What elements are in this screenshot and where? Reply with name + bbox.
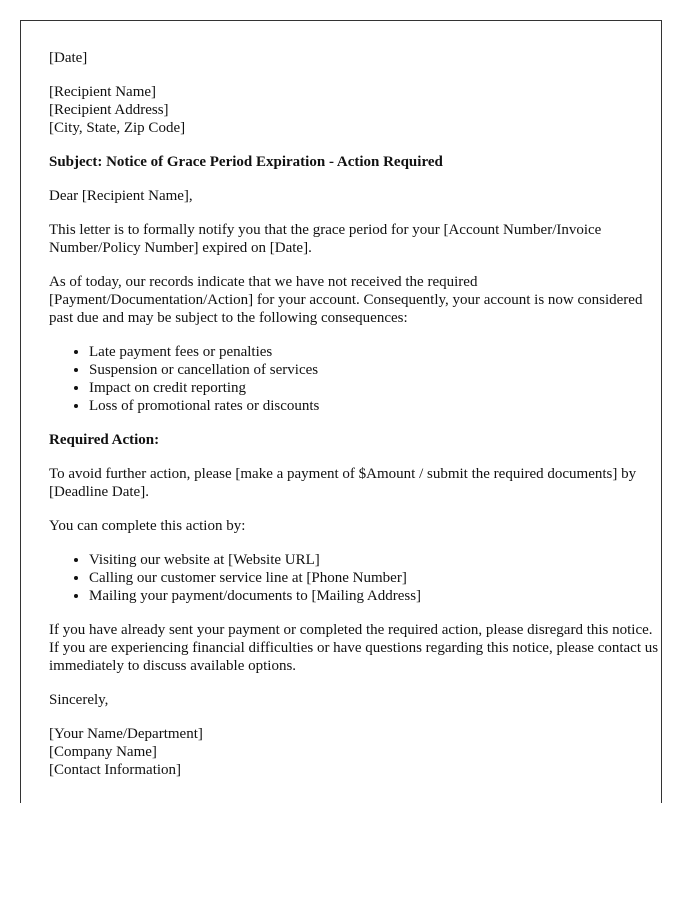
paragraph-disregard: If you have already sent your payment or completed the required action, please disregard this notice. If you are experiencing financial difficulties or have questions regarding this notice, please contact us immediately to discuss available options.: [49, 622, 659, 674]
subject-line: Subject: Notice of Grace Period Expiration - Action Required: [49, 154, 443, 170]
signature-name: [Your Name/Department]: [49, 726, 203, 742]
paragraph-status: As of today, our records indicate that we have not received the required [Payment/Documentation/Action] for your account. Consequently, your account is now considered past due and may be subject to the following consequences:: [49, 274, 643, 326]
paragraph-notice: This letter is to formally notify you that the grace period for your [Account Number/Invoice Number/Policy Number] expired on [Date].: [49, 222, 602, 256]
letter-page: [20, 20, 662, 803]
methods-list: [49, 551, 661, 605]
recipient-city: [City, State, Zip Code]: [49, 120, 186, 136]
list-item: • Late payment fees or penalties: [89, 343, 661, 361]
required-action-heading: Required Action:: [49, 432, 160, 448]
list-item: • Calling our customer service line at [Phone Number]: [89, 569, 661, 587]
closing: Sincerely,: [49, 692, 109, 708]
salutation: Dear [Recipient Name],: [49, 188, 193, 204]
consequences-list: [49, 343, 661, 415]
paragraph-methods-intro: You can complete this action by:: [49, 518, 246, 534]
list-item: • Suspension or cancellation of services: [89, 361, 661, 379]
list-item: • Loss of promotional rates or discounts: [89, 397, 661, 415]
date: [Date]: [49, 50, 88, 66]
list-item: • Visiting our website at [Website URL]: [89, 551, 661, 569]
recipient-name: [Recipient Name]: [49, 84, 157, 100]
list-item: • Mailing your payment/documents to [Mailing Address]: [89, 587, 661, 605]
recipient-address: [Recipient Address]: [49, 102, 169, 118]
signature-company: [Company Name]: [49, 744, 157, 760]
list-item: • Impact on credit reporting: [89, 379, 661, 397]
paragraph-action: To avoid further action, please [make a payment of $Amount / submit the required documents] by [Deadline Date].: [49, 466, 637, 500]
signature-contact: [Contact Information]: [49, 762, 182, 778]
recipient-block: [49, 83, 661, 137]
signature-block: [49, 725, 661, 779]
